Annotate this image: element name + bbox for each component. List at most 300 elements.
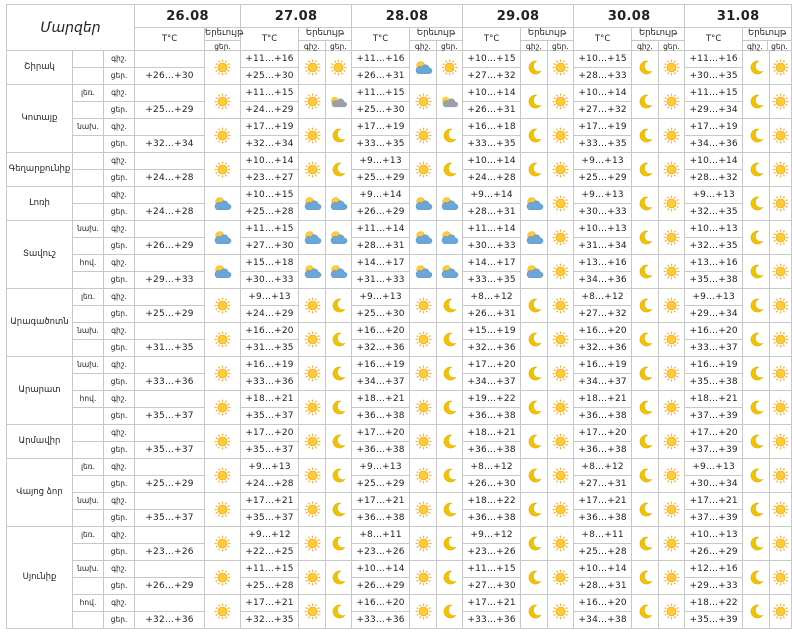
sun-icon [304, 365, 321, 382]
moon-icon [526, 535, 543, 552]
sun-icon [663, 535, 680, 552]
forecast-row [7, 561, 792, 578]
moon-icon [441, 331, 458, 348]
temperature-cell: +31…+35 [241, 340, 299, 357]
moon-icon [637, 297, 654, 314]
sun-icon [552, 535, 569, 552]
time-of-day-label: գիշ. [103, 51, 134, 67]
weather-icon-cell [205, 391, 241, 425]
night-abbr: գիշ. [521, 41, 548, 51]
temperature-cell: +27…+31 [574, 476, 632, 493]
time-of-day-label: ցեր. [103, 442, 134, 458]
weather-icon-cell [205, 459, 241, 493]
moon-icon [526, 59, 543, 76]
night-icon-cell [521, 323, 548, 357]
sun-icon [415, 501, 432, 518]
zone-cell [73, 85, 135, 102]
date-header: 29.08 [463, 5, 574, 28]
day-icon-cell [770, 391, 792, 425]
day-icon-cell [770, 357, 792, 391]
day-icon-cell [326, 187, 352, 221]
sun-icon [214, 433, 231, 450]
temperature-cell: +25…+30 [352, 306, 410, 323]
night-icon-cell [743, 527, 770, 561]
sun-icon [772, 59, 789, 76]
time-of-day-label: գիշ. [103, 85, 134, 101]
night-icon-cell [743, 425, 770, 459]
temperature-cell: +33…+35 [463, 136, 521, 153]
temperature-cell: +26…+30 [463, 476, 521, 493]
sun-icon [304, 297, 321, 314]
temperature-cell: +33…+36 [352, 612, 410, 629]
temperature-cell: +17…+21 [241, 595, 299, 612]
temperature-cell: +29…+33 [135, 272, 205, 289]
day-icon-cell [326, 289, 352, 323]
temperature-cell: +16…+18 [463, 119, 521, 136]
temperature-cell: +32…+36 [463, 340, 521, 357]
temperature-cell: +29…+33 [685, 578, 743, 595]
zone-cell [73, 340, 135, 357]
sun-icon [214, 535, 231, 552]
day-icon-cell [437, 187, 463, 221]
night-icon-cell [632, 221, 659, 255]
moon-icon [526, 93, 543, 110]
night-icon-cell [299, 595, 326, 629]
temperature-cell: +36…+38 [463, 442, 521, 459]
temperature-cell: +16…+20 [352, 595, 410, 612]
sun-icon [415, 399, 432, 416]
moon-icon [637, 93, 654, 110]
night-icon-cell [632, 323, 659, 357]
moon-icon [526, 433, 543, 450]
night-icon-cell [410, 255, 437, 289]
night-icon-cell [521, 391, 548, 425]
region-name: Արարատ [7, 357, 73, 425]
day-icon-cell [548, 289, 574, 323]
day-icon-cell [437, 357, 463, 391]
temperature-cell: +28…+31 [352, 238, 410, 255]
temperature-cell: +13…+16 [685, 255, 743, 272]
temperature-cell: +19…+22 [463, 391, 521, 408]
sun-icon [304, 59, 321, 76]
sun-icon [214, 127, 231, 144]
day-icon-cell [548, 561, 574, 595]
moon-icon [748, 263, 765, 280]
temperature-cell: +9…+14 [352, 187, 410, 204]
region-name: Լոռի [7, 187, 73, 221]
weather-icon-cell [205, 85, 241, 119]
moon-icon [330, 603, 347, 620]
partly-cloudy-icon [303, 263, 322, 280]
zone-cell [73, 272, 135, 289]
moon-icon [330, 535, 347, 552]
night-icon-cell [743, 187, 770, 221]
sun-icon [772, 263, 789, 280]
temperature-cell: +11…+14 [463, 221, 521, 238]
sun-icon [552, 433, 569, 450]
zone-cell [73, 323, 135, 340]
temperature-cell: +27…+32 [463, 68, 521, 85]
sun-icon [214, 603, 231, 620]
time-of-day-label: ցեր. [103, 612, 134, 628]
time-of-day-label: ցեր. [103, 306, 134, 322]
temperature-cell: +10…+14 [574, 85, 632, 102]
sun-icon [663, 467, 680, 484]
sun-icon [663, 195, 680, 212]
forecast-row [7, 493, 792, 510]
partly-cloudy-icon [329, 195, 348, 212]
zone-cell [73, 238, 135, 255]
temperature-cell: +29…+34 [685, 102, 743, 119]
day-icon-cell [326, 493, 352, 527]
temperature-cell: +34…+38 [574, 612, 632, 629]
night-icon-cell [632, 425, 659, 459]
sun-icon [772, 433, 789, 450]
day-abbr: ցեր. [329, 41, 347, 51]
night-icon-cell [743, 493, 770, 527]
weather-icon-cell [205, 561, 241, 595]
zone-cell [73, 221, 135, 238]
weather-icon-cell [205, 119, 241, 153]
temperature-cell: +16…+20 [352, 323, 410, 340]
temperature-cell: +27…+30 [241, 238, 299, 255]
sun-icon [304, 93, 321, 110]
night-icon-cell [632, 357, 659, 391]
temperature-cell: +10…+14 [241, 153, 299, 170]
forecast-row [7, 391, 792, 408]
moon-icon [748, 161, 765, 178]
night-icon-cell [632, 391, 659, 425]
zone-label: լեռ. [80, 292, 96, 302]
moon-icon [748, 433, 765, 450]
zone-cell [73, 510, 135, 527]
moon-icon [748, 59, 765, 76]
temperature-cell: +9…+13 [241, 459, 299, 476]
night-icon-cell [299, 391, 326, 425]
day-icon-cell [548, 425, 574, 459]
sun-icon [304, 433, 321, 450]
temperature-cell: +10…+14 [685, 153, 743, 170]
temperature-cell: +12…+16 [685, 561, 743, 578]
temperature-cell: +33…+35 [574, 136, 632, 153]
date-header: 31.08 [685, 5, 792, 28]
sun-icon [663, 365, 680, 382]
temperature-cell: +32…+36 [352, 340, 410, 357]
partly-cloudy-icon [440, 263, 459, 280]
weather-col-header [299, 28, 352, 51]
day-icon-cell [548, 493, 574, 527]
partly-cloudy-icon [414, 195, 433, 212]
zone-cell [73, 425, 135, 442]
sun-icon [772, 161, 789, 178]
night-icon-cell [410, 493, 437, 527]
night-icon-cell [410, 153, 437, 187]
temperature-cell: +27…+32 [574, 306, 632, 323]
zone-label: նախ. [77, 564, 99, 574]
sun-icon [552, 569, 569, 586]
temperature-cell: +24…+29 [241, 102, 299, 119]
day-abbr: ցեր. [771, 41, 788, 51]
sun-icon [304, 603, 321, 620]
temperature-cell: +10…+15 [463, 51, 521, 68]
temperature-cell: +30…+33 [463, 238, 521, 255]
night-icon-cell [299, 425, 326, 459]
time-of-day-label: ցեր. [103, 204, 134, 220]
weather-col-header [521, 28, 574, 51]
day-icon-cell [326, 357, 352, 391]
day-icon-cell [770, 527, 792, 561]
night-icon-cell [743, 51, 770, 85]
time-of-day-label: գիշ. [103, 119, 134, 135]
region-name: Շիրակ [7, 51, 73, 85]
partly-cloudy-icon [414, 229, 433, 246]
night-icon-cell [743, 221, 770, 255]
day-icon-cell [326, 323, 352, 357]
forecast-row [7, 527, 792, 544]
temperature-cell: +11…+15 [685, 85, 743, 102]
temperature-cell [135, 527, 205, 544]
temperature-cell: +16…+20 [574, 595, 632, 612]
moon-icon [330, 365, 347, 382]
temperature-cell: +17…+19 [352, 119, 410, 136]
weather-icon-cell [205, 255, 241, 289]
weather-col-header [632, 28, 685, 51]
weather-icon-cell [205, 51, 241, 85]
night-icon-cell [743, 357, 770, 391]
temperature-cell: +17…+20 [241, 425, 299, 442]
temperature-cell: +17…+21 [574, 493, 632, 510]
sun-icon [214, 569, 231, 586]
time-of-day-label: ցեր. [103, 340, 134, 356]
night-icon-cell [743, 289, 770, 323]
moon-icon [526, 297, 543, 314]
night-icon-cell [410, 187, 437, 221]
zone-label: նախ. [77, 326, 99, 336]
night-icon-cell [299, 493, 326, 527]
sun-icon [415, 603, 432, 620]
zone-cell [73, 51, 135, 68]
night-icon-cell [410, 425, 437, 459]
sun-icon [304, 467, 321, 484]
moon-icon [748, 603, 765, 620]
zone-cell [73, 408, 135, 425]
sun-icon [415, 535, 432, 552]
temperature-cell: +11…+15 [241, 221, 299, 238]
temperature-cell: +25…+29 [135, 306, 205, 323]
day-icon-cell [659, 391, 685, 425]
moon-icon [637, 229, 654, 246]
night-icon-cell [743, 595, 770, 629]
night-icon-cell [299, 85, 326, 119]
sun-icon [304, 501, 321, 518]
temperature-cell [135, 119, 205, 136]
temperature-cell: +35…+38 [685, 272, 743, 289]
weather-label: Երեւույթ [521, 28, 573, 41]
moon-icon [330, 501, 347, 518]
day-icon-cell [659, 187, 685, 221]
moon-icon [526, 161, 543, 178]
night-icon-cell [299, 51, 326, 85]
sun-icon [304, 535, 321, 552]
night-icon-cell [299, 323, 326, 357]
temperature-cell: +35…+39 [685, 612, 743, 629]
sun-icon [663, 127, 680, 144]
moon-icon [637, 399, 654, 416]
sun-icon [663, 433, 680, 450]
day-icon-cell [770, 459, 792, 493]
temperature-cell: +16…+19 [574, 357, 632, 374]
temp-col-header: T°C [574, 28, 632, 51]
night-icon-cell [632, 459, 659, 493]
temperature-cell: +13…+16 [574, 255, 632, 272]
time-of-day-label: գիշ. [103, 187, 134, 203]
temperature-cell [135, 51, 205, 68]
night-icon-cell [632, 289, 659, 323]
temperature-cell: +35…+38 [685, 374, 743, 391]
day-icon-cell [326, 221, 352, 255]
day-icon-cell [437, 255, 463, 289]
temperature-cell: +18…+22 [685, 595, 743, 612]
day-icon-cell [548, 153, 574, 187]
sun-icon [214, 467, 231, 484]
moon-icon [330, 161, 347, 178]
temperature-cell: +36…+38 [463, 510, 521, 527]
night-icon-cell [743, 255, 770, 289]
moon-icon [441, 297, 458, 314]
sun-icon [214, 331, 231, 348]
weather-icon-cell [205, 425, 241, 459]
night-icon-cell [299, 561, 326, 595]
moon-icon [637, 569, 654, 586]
time-of-day-label: գիշ. [103, 527, 134, 543]
night-icon-cell [521, 153, 548, 187]
time-of-day-label: ցեր. [103, 476, 134, 492]
sun-icon [552, 161, 569, 178]
night-icon-cell [521, 425, 548, 459]
sun-icon [330, 59, 347, 76]
partly-cloudy-icon [303, 195, 322, 212]
temperature-cell: +8…+12 [463, 459, 521, 476]
sun-icon [214, 365, 231, 382]
temperature-cell: +10…+13 [685, 527, 743, 544]
temperature-cell: +23…+26 [135, 544, 205, 561]
time-of-day-label: գիշ. [103, 357, 134, 373]
night-icon-cell [410, 323, 437, 357]
temperature-cell: +23…+27 [241, 170, 299, 187]
temperature-cell: +17…+21 [463, 595, 521, 612]
weather-icon-cell [205, 323, 241, 357]
night-icon-cell [299, 153, 326, 187]
moon-icon [526, 399, 543, 416]
moon-icon [748, 569, 765, 586]
sun-icon [663, 331, 680, 348]
time-of-day-label: գիշ. [103, 221, 134, 237]
time-of-day-label: ցեր. [103, 170, 134, 186]
zone-cell [73, 306, 135, 323]
sun-icon [552, 331, 569, 348]
day-icon-cell [548, 85, 574, 119]
sun-icon [552, 93, 569, 110]
sun-icon [772, 399, 789, 416]
temperature-cell: +36…+38 [574, 510, 632, 527]
day-abbr: ցեր. [663, 41, 680, 51]
temperature-cell: +35…+37 [241, 510, 299, 527]
temperature-cell [135, 459, 205, 476]
forecast-row [7, 187, 792, 204]
moon-icon [330, 399, 347, 416]
temperature-cell: +30…+34 [685, 476, 743, 493]
temperature-cell: +27…+32 [574, 102, 632, 119]
temperature-cell: +17…+20 [574, 425, 632, 442]
time-of-day-label: ցեր. [103, 578, 134, 594]
temperature-cell: +32…+35 [685, 238, 743, 255]
zone-cell [73, 374, 135, 391]
temperature-cell: +9…+13 [352, 459, 410, 476]
partly-cloudy-icon [525, 229, 544, 246]
night-icon-cell [410, 51, 437, 85]
region-name: Արագածոտն [7, 289, 73, 357]
moon-icon [526, 365, 543, 382]
weather-label: Երեւույթ [205, 28, 240, 41]
sun-icon [552, 127, 569, 144]
night-icon-cell [410, 119, 437, 153]
night-icon-cell [410, 459, 437, 493]
temperature-cell: +26…+29 [685, 544, 743, 561]
sun-icon [552, 365, 569, 382]
temperature-cell: +25…+30 [352, 102, 410, 119]
moon-icon [330, 297, 347, 314]
temperature-cell: +32…+35 [685, 204, 743, 221]
day-icon-cell [770, 595, 792, 629]
day-abbr: ցեր. [552, 41, 569, 51]
sun-icon [552, 195, 569, 212]
temperature-cell: +11…+15 [463, 561, 521, 578]
night-icon-cell [521, 119, 548, 153]
temperature-cell: +25…+29 [574, 170, 632, 187]
moon-icon [748, 93, 765, 110]
weather-icon-cell [205, 187, 241, 221]
partly-cloudy-icon [414, 263, 433, 280]
night-icon-cell [521, 561, 548, 595]
temp-col-header: T°C [352, 28, 410, 51]
day-icon-cell [437, 51, 463, 85]
sun-icon [415, 161, 432, 178]
zone-cell [73, 561, 135, 578]
moon-icon [637, 535, 654, 552]
temperature-cell: +35…+37 [135, 442, 205, 459]
night-icon-cell [743, 323, 770, 357]
temperature-cell: +17…+19 [241, 119, 299, 136]
sun-icon [772, 535, 789, 552]
day-icon-cell [770, 493, 792, 527]
sun-icon [304, 399, 321, 416]
temperature-cell: +36…+38 [352, 510, 410, 527]
night-icon-cell [410, 595, 437, 629]
partly-cloudy-icon [414, 59, 433, 76]
weather-label: Երեւույթ [299, 28, 351, 41]
temperature-cell: +16…+20 [574, 323, 632, 340]
moon-icon [637, 365, 654, 382]
day-icon-cell [437, 119, 463, 153]
temperature-cell: +18…+21 [685, 391, 743, 408]
night-icon-cell [521, 289, 548, 323]
sun-icon [663, 161, 680, 178]
temperature-cell: +23…+26 [463, 544, 521, 561]
day-icon-cell [659, 527, 685, 561]
temperature-cell: +34…+37 [352, 374, 410, 391]
zone-label: հով. [79, 258, 97, 268]
moon-icon [637, 467, 654, 484]
